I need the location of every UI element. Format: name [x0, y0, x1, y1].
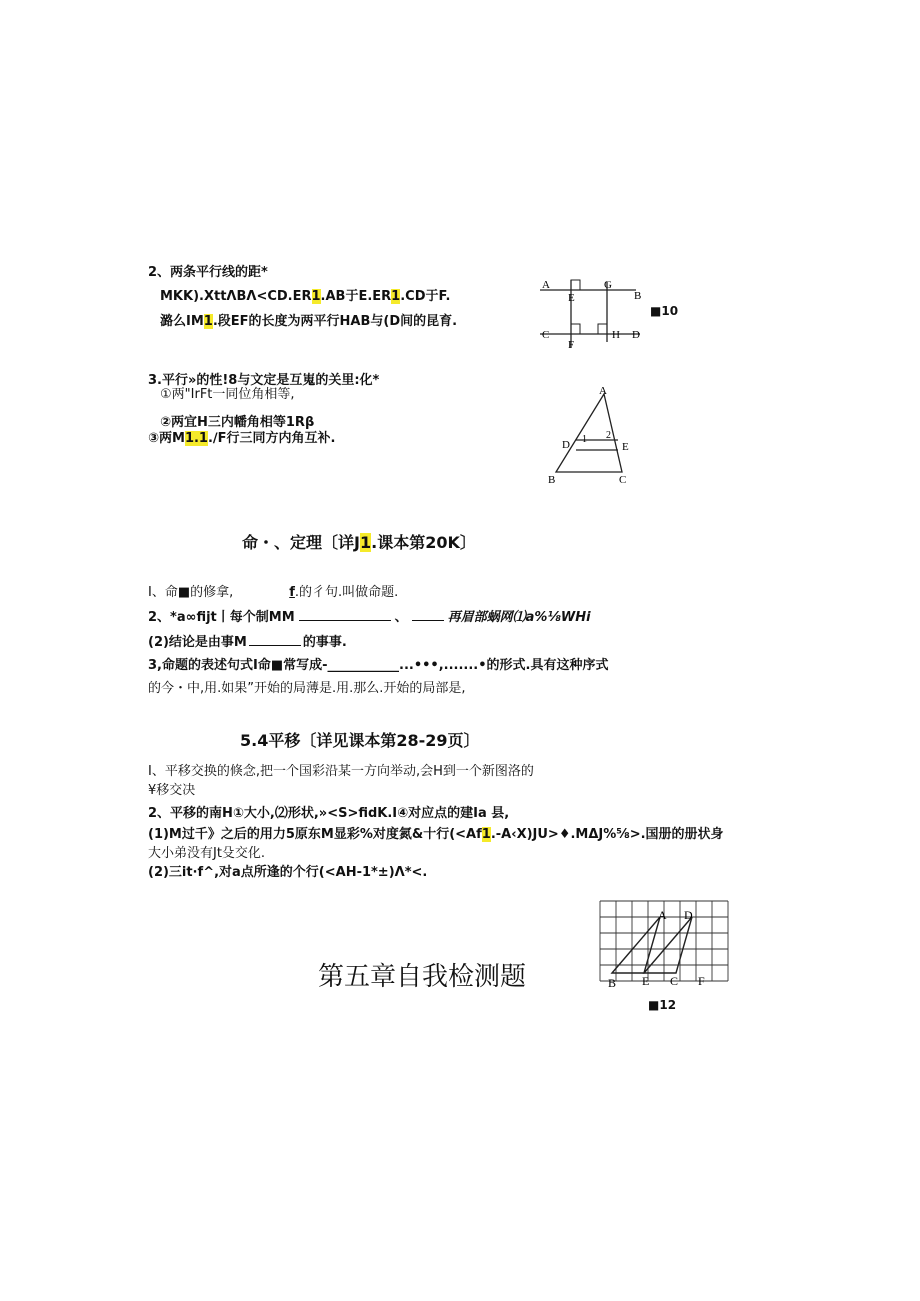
fig12-label-B: B	[608, 976, 617, 990]
tri-label-B: B	[548, 474, 556, 486]
figure-12-grid	[596, 897, 742, 993]
sec2-title: 2、两条平行线的距*	[148, 265, 268, 280]
fig12-label-F: F	[698, 974, 705, 988]
heading-theorem: 命・、定理〔详J1.课本第20K〕	[242, 533, 476, 552]
translation-line4: (1)M过千》之后的用力5原东M显彩%对度氮&十行(<Af1.-A‹X)JU>♦.MΔJ%⅝>.国册的册状身	[148, 827, 724, 842]
fig12-label-C: C	[670, 974, 679, 988]
translation-line1: I、平移交换的倏念,把一个国彩沿某一方向举动,会H到一个新图洛的	[148, 764, 534, 779]
figure-10-caption: ■10	[650, 304, 679, 318]
fig10-label-G: G	[604, 279, 612, 291]
tri-angle-2: 2	[606, 430, 611, 441]
fig12-label-D: D	[684, 908, 693, 922]
theorem-line3: (2)结论是由事M 的事事.	[148, 635, 347, 650]
theorem-line4: 3,命题的表述句式I命■常写成-___________...•••,.......•的形式.具有这种序式	[148, 658, 609, 673]
sec2-line1: MKK).XttΛBΛ<CD.ER1.AB于E.ER1.CD于F.	[160, 289, 451, 304]
theorem-line2: 2、*a∞fijt丨每个制MM 、 再眉部蜗网⑴a%⅛WHi	[148, 610, 591, 625]
tri-label-D: D	[562, 439, 570, 451]
figure-12-caption: ■12	[648, 998, 677, 1012]
fig10-label-B: B	[634, 290, 642, 302]
fig10-label-D: D	[632, 329, 640, 341]
sec3-title: 3.平行»的性!8与文定是互嵬的关里:化*	[148, 373, 380, 388]
translation-line6: (2)三it∙f^,对a点所逢的个行(<AH-1*±)Λ*<.	[148, 865, 428, 880]
theorem-line5: 的今・中,用.如果”开始的局薄是.用.那么.开始的局部是,	[148, 681, 466, 696]
fig10-label-H: H	[612, 329, 620, 341]
fig10-label-F: F	[568, 339, 575, 351]
theorem-line1: I、命■的修拿, f.的彳句.叫做命题.	[148, 585, 399, 600]
figure-10-parallel-lines	[536, 272, 646, 354]
tri-angle-1: 1	[582, 434, 587, 445]
sec3-item1: ①两"IrFt一同位角相等,	[160, 387, 295, 402]
chapter-title: 第五章自我检测题	[318, 962, 527, 992]
fig10-label-E: E	[568, 292, 575, 304]
translation-line5: 大小弟没有Jt殳交化.	[148, 846, 266, 861]
tri-label-A: A	[599, 385, 607, 397]
translation-line3: 2、平移的南H①大小,⑵形状,»<S>fidK.I④对应点的建Ia 县,	[148, 806, 510, 821]
translation-line2: ¥移交决	[148, 783, 196, 798]
fig10-label-A: A	[542, 279, 550, 291]
fig10-label-C: C	[542, 329, 550, 341]
fig12-label-E: E	[642, 974, 650, 988]
tri-label-E: E	[622, 441, 629, 453]
heading-translation: 5.4平移〔详见课本第28-29页〕	[240, 731, 480, 750]
sec2-line2: 潞么IM1.段EF的长度为两平行HAB与(D间的昆育.	[160, 314, 458, 329]
sec3-item2: ②两宜H三内幡角相等1Rβ	[160, 415, 315, 430]
tri-label-C: C	[619, 474, 627, 486]
figure-triangle	[546, 382, 638, 490]
fig12-label-A: A	[658, 908, 667, 922]
sec3-item3: ③两M1.1.∕F行三同方内角互补.	[148, 431, 336, 446]
